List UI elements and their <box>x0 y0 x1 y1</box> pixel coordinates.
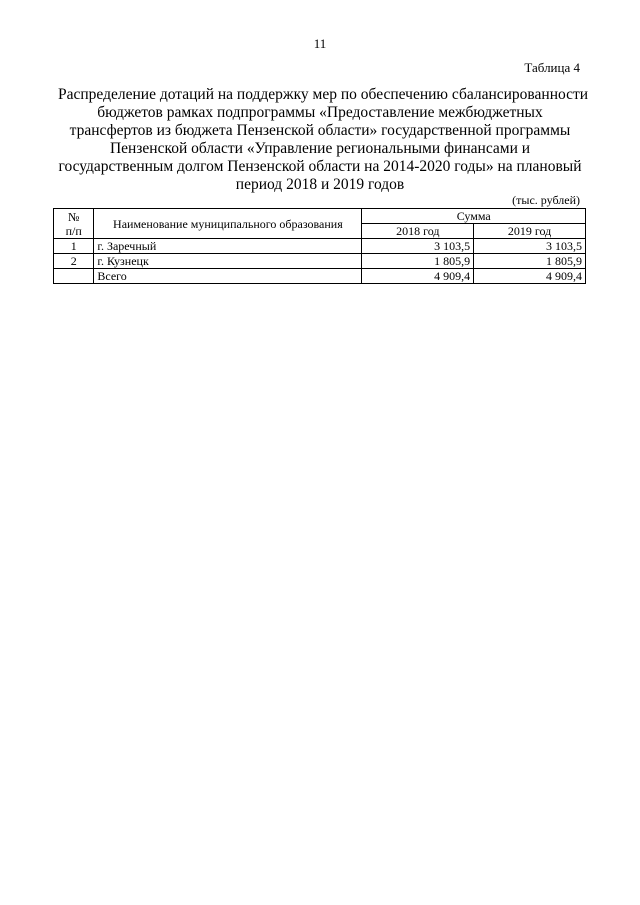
table-row <box>54 239 586 254</box>
header-num-line2: п/п <box>65 223 82 238</box>
row-value-2019: 1 805,9 <box>474 254 586 269</box>
row-value-2019: 3 103,5 <box>474 239 586 254</box>
header-sum: Сумма <box>362 209 586 224</box>
title-line: бюджетов рамках подпрограммы «Предоставление межбюджетных <box>97 104 543 121</box>
subsidy-table <box>53 208 586 284</box>
row-value-2018: 3 103,5 <box>362 239 474 254</box>
total-value-2019: 4 909,4 <box>474 269 586 284</box>
document-title <box>58 86 589 194</box>
page-number: 11 <box>313 36 327 51</box>
row-value-2018: 1 805,9 <box>362 254 474 269</box>
header-name: Наименование муниципального образования <box>94 209 362 239</box>
units-note: (тыс. рублей) <box>512 193 580 207</box>
table-label: Таблица 4 <box>524 60 580 75</box>
header-year-2018: 2018 год <box>362 224 474 239</box>
title-line: Распределение дотаций на поддержку мер по обеспечению сбалансированности <box>58 86 589 103</box>
row-num: 1 <box>54 239 94 254</box>
header-year-2019: 2019 год <box>474 224 586 239</box>
header-num-line1: № <box>67 209 80 224</box>
total-num-empty <box>54 269 94 284</box>
row-name: г. Кузнецк <box>94 254 362 269</box>
table-row <box>54 254 586 269</box>
row-name: г. Заречный <box>94 239 362 254</box>
title-line: государственным долгом Пензенской области на 2014-2020 годы» на плановый <box>58 158 582 175</box>
title-line: трансфертов из бюджета Пензенской области» государственной программы <box>69 122 571 139</box>
header-num <box>54 209 94 239</box>
row-num: 2 <box>54 254 94 269</box>
title-line: период 2018 и 2019 годов <box>235 176 405 193</box>
table-header-row <box>54 209 586 224</box>
title-line: Пензенской области «Управление региональными финансами и <box>109 140 531 157</box>
table-total-row <box>54 269 586 284</box>
total-value-2018: 4 909,4 <box>362 269 474 284</box>
total-label: Всего <box>94 269 362 284</box>
